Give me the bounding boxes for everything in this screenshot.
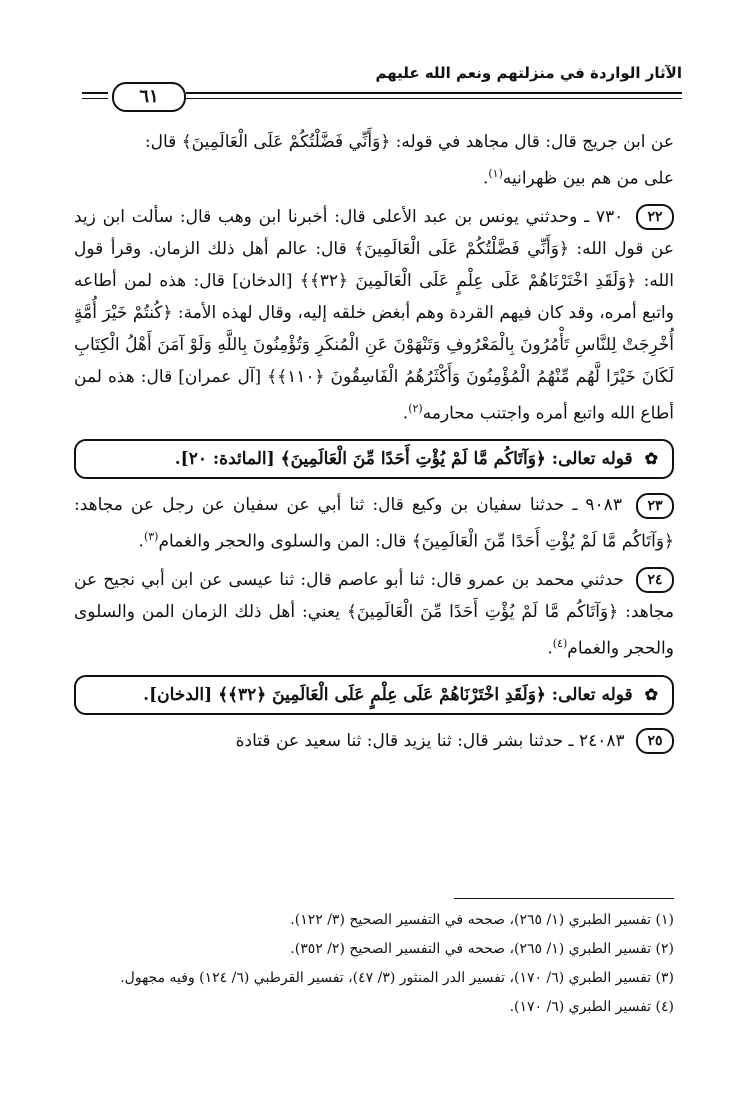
header-rule [82, 92, 108, 94]
paragraph-text: على من هم بين ظهرانيه [502, 168, 674, 189]
header-rule [82, 98, 108, 99]
header-title: الآثار الواردة في منزلتهم ونعم الله عليهم [375, 64, 682, 82]
header-rule [186, 98, 682, 99]
paragraph-text: ٧٣٠ ـ وحدثني يونس بن عبد الأعلى قال: أخبرنا ابن وهب قال: سألت ابن زيد عن قول الله: ﴿وَأَنِّي فَضَّلْتُكُمْ عَلَى الْعَالَمِينَ﴾ قال: عالم أهل ذلك الزمان. وقرأ قول الله: ﴿وَلَقَدِ اخْتَرْنَاهُمْ عَلَى عِلْمٍ عَلَى الْعَالَمِينَ ﴿٣٢﴾﴾ [الدخان] قال: هذه لمن أطاعه واتبع أمره، وقد كان فيهم القردة وهم أبغض خلقه إليه، وقال لهذه الأمة: ﴿كُنتُمْ خَيْرَ أُمَّةٍ أُخْرِجَتْ لِلنَّاسِ تَأْمُرُونَ بِالْمَعْرُوفِ وَتَنْهَوْنَ عَنِ الْمُنكَرِ وَتُؤْمِنُونَ بِاللَّهِ وَلَوْ آمَنَ أَهْلُ الْكِتَابِ لَكَانَ خَيْرًا لَّهُم مِّنْهُمُ الْمُؤْمِنُونَ وَأَكْثَرُهُمُ الْفَاسِقُونَ ﴿١١٠﴾﴾ [آل عمران] قال: هذه لمن أطاع الله واتبع أمره واجتنب محارمه [74, 206, 674, 424]
paragraph: عن ابن جريج قال: قال مجاهد في قوله: ﴿وَأَنِّي فَضَّلْتُكُمْ عَلَى الْعَالَمِينَ﴾ قال: على من هم بين ظهرانيه$^{(١)}$. [144, 132, 674, 189]
star-icon: ✿ [644, 449, 658, 469]
footnotes [74, 906, 674, 1022]
running-header [82, 58, 682, 106]
footnote-ref: (١) [488, 167, 503, 180]
section-heading [74, 439, 674, 479]
narration-number: ٢٤ [636, 567, 674, 593]
footnote: (٤) تفسير الطبري (٦/ ١٧٠). [509, 999, 674, 1015]
heading-text: قوله تعالى: ﴿وَلَقَدِ اخْتَرْنَاهُمْ عَلَى عِلْمٍ عَلَى الْعَالَمِينَ ﴿٣٢﴾﴾ [الدخان]. [143, 684, 633, 705]
paragraph: ٢٤ حدثني محمد بن عمرو قال: ثنا أبو عاصم قال: ثنا عيسى عن ابن أبي نجيح عن مجاهد: ﴿وَآتَاكُم مَّا لَمْ يُؤْتِ أَحَدًا مِّنَ الْعَالَمِينَ﴾ يعني: أهل ذلك الزمان المن والسلوى والحجر والغمام$^{(٤)}$. [74, 564, 674, 665]
footnote-ref: (٣) [143, 530, 159, 544]
paragraph-text: ٩٠٨٣ ـ حدثنا سفيان بن وكيع قال: ثنا أبي عن سفيان عن رجل عن مجاهد: ﴿وَآتَاكُم مَّا لَمْ يُؤْتِ أَحَدًا مِّنَ الْعَالَمِينَ﴾ قال: المن والسلوى والحجر والغمام [74, 495, 674, 552]
footnote: (١) تفسير الطبري (١/ ٢٦٥)، صححه في التفسير الصحيح (٣/ ١٢٢). [290, 912, 674, 928]
footnote: (٢) تفسير الطبري (١/ ٢٦٥)، صححه في التفسير الصحيح (٢/ ٣٥٢). [290, 941, 674, 957]
paragraph [74, 725, 674, 757]
paragraph-text: عن ابن جريج قال: قال مجاهد في قوله: ﴿وَأَنِّي فَضَّلْتُكُمْ عَلَى الْعَالَمِينَ﴾ قال: [144, 132, 674, 152]
star-icon: ✿ [644, 684, 658, 704]
paragraph: ٢٢ ٧٣٠ ـ وحدثني يونس بن عبد الأعلى قال: أخبرنا ابن وهب قال: سألت ابن زيد عن قول الله: ﴿وَأَنِّي فَضَّلْتُكُمْ عَلَى الْعَالَمِينَ﴾ قال: عالم أهل ذلك الزمان. وقرأ قول الله: ﴿وَلَقَدِ اخْتَرْنَاهُمْ عَلَى عِلْمٍ عَلَى الْعَالَمِينَ ﴿٣٢﴾﴾ [الدخان] قال: هذه لمن أطاعه واتبع أمره، وقد كان فيهم القردة وهم أبغض خلقه إليه، وقال لهذه الأمة: ﴿كُنتُمْ خَيْرَ أُمَّةٍ أُخْرِجَتْ لِلنَّاسِ تَأْمُرُونَ بِالْمَعْرُوفِ وَتَنْهَوْنَ عَنِ الْمُنكَرِ وَتُؤْمِنُونَ بِاللَّهِ وَلَوْ آمَنَ أَهْلُ الْكِتَابِ لَكَانَ خَيْرًا لَّهُم مِّنْهُمُ الْمُؤْمِنُونَ وَأَكْثَرُهُمُ الْفَاسِقُونَ ﴿١١٠﴾﴾ [آل عمران] قال: هذه لمن أطاع الله واتبع أمره واجتنب محارمه$^{(٢)}$. [74, 201, 674, 430]
footnote-divider [454, 898, 674, 899]
footnote-ref: (٤) [552, 636, 568, 650]
narration-number: ٢٥ [636, 728, 674, 754]
narration-number: ٢٢ [636, 204, 674, 230]
page-number: ٦١ [112, 82, 186, 112]
paragraph-text: حدثني محمد بن عمرو قال: ثنا أبو عاصم قال: ثنا عيسى عن ابن أبي نجيح عن مجاهد: ﴿وَآتَاكُم مَّا لَمْ يُؤْتِ أَحَدًا مِّنَ الْعَالَمِينَ﴾ يعني: أهل ذلك الزمان المن والسلوى والحجر والغمام [74, 569, 674, 659]
main-text [74, 126, 674, 763]
heading-text: قوله تعالى: ﴿وَآتَاكُم مَّا لَمْ يُؤْتِ أَحَدًا مِّنَ الْعَالَمِينَ﴾ [المائدة: ٢٠]. [174, 449, 633, 470]
narration-number: ٢٣ [636, 493, 674, 519]
paragraph-text: ٢٤٠٨٣ ـ حدثنا بشر قال: ثنا يزيد قال: ثنا سعيد عن قتادة [235, 730, 625, 751]
footnote: (٣) تفسير الطبري (٦/ ١٧٠)، تفسير الدر المنثور (٣/ ٤٧)، تفسير القرطبي (٦/ ١٢٤) وفيه مجهول. [120, 970, 674, 986]
section-heading [74, 675, 674, 715]
footnote-ref: (٢) [408, 401, 423, 415]
header-rule [186, 92, 682, 94]
paragraph: ٢٣ ٩٠٨٣ ـ حدثنا سفيان بن وكيع قال: ثنا أبي عن سفيان عن رجل عن مجاهد: ﴿وَآتَاكُم مَّا لَمْ يُؤْتِ أَحَدًا مِّنَ الْعَالَمِينَ﴾ قال: المن والسلوى والحجر والغمام$^{(٣)}$. [74, 489, 674, 558]
